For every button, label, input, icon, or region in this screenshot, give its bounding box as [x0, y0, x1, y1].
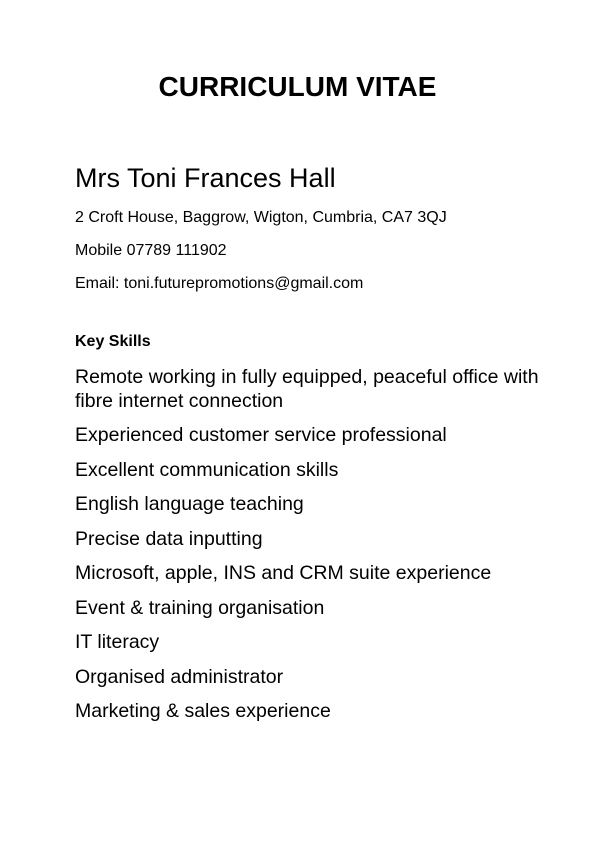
skill-item: Excellent communication skills [75, 458, 339, 481]
contact-email: Email: toni.futurepromotions@gmail.com [75, 275, 364, 292]
skill-item: Precise data inputting [75, 527, 263, 550]
skill-item: Experienced customer service professional [75, 424, 447, 446]
skill-item: IT literacy [75, 631, 160, 653]
contact-address: 2 Croft House, Baggrow, Wigton, Cumbria, CA7 3QJ [75, 209, 447, 226]
skill-item: Remote working in fully equipped, peaceful office with fibre internet connection [75, 366, 539, 412]
person-name: Mrs Toni Frances Hall [75, 163, 336, 193]
key-skills-heading: Key Skills [75, 333, 151, 350]
skill-item: Organised administrator [75, 665, 284, 688]
contact-mobile: Mobile 07789 111902 [75, 242, 227, 259]
skill-item: Event & training organisation [75, 596, 325, 619]
skill-item: Marketing & sales experience [75, 700, 331, 722]
skill-item: Microsoft, apple, INS and CRM suite experience [75, 562, 492, 584]
skill-item: English language teaching [75, 493, 304, 515]
document-title: CURRICULUM VITAE [158, 71, 437, 102]
key-skills-list [75, 366, 545, 735]
